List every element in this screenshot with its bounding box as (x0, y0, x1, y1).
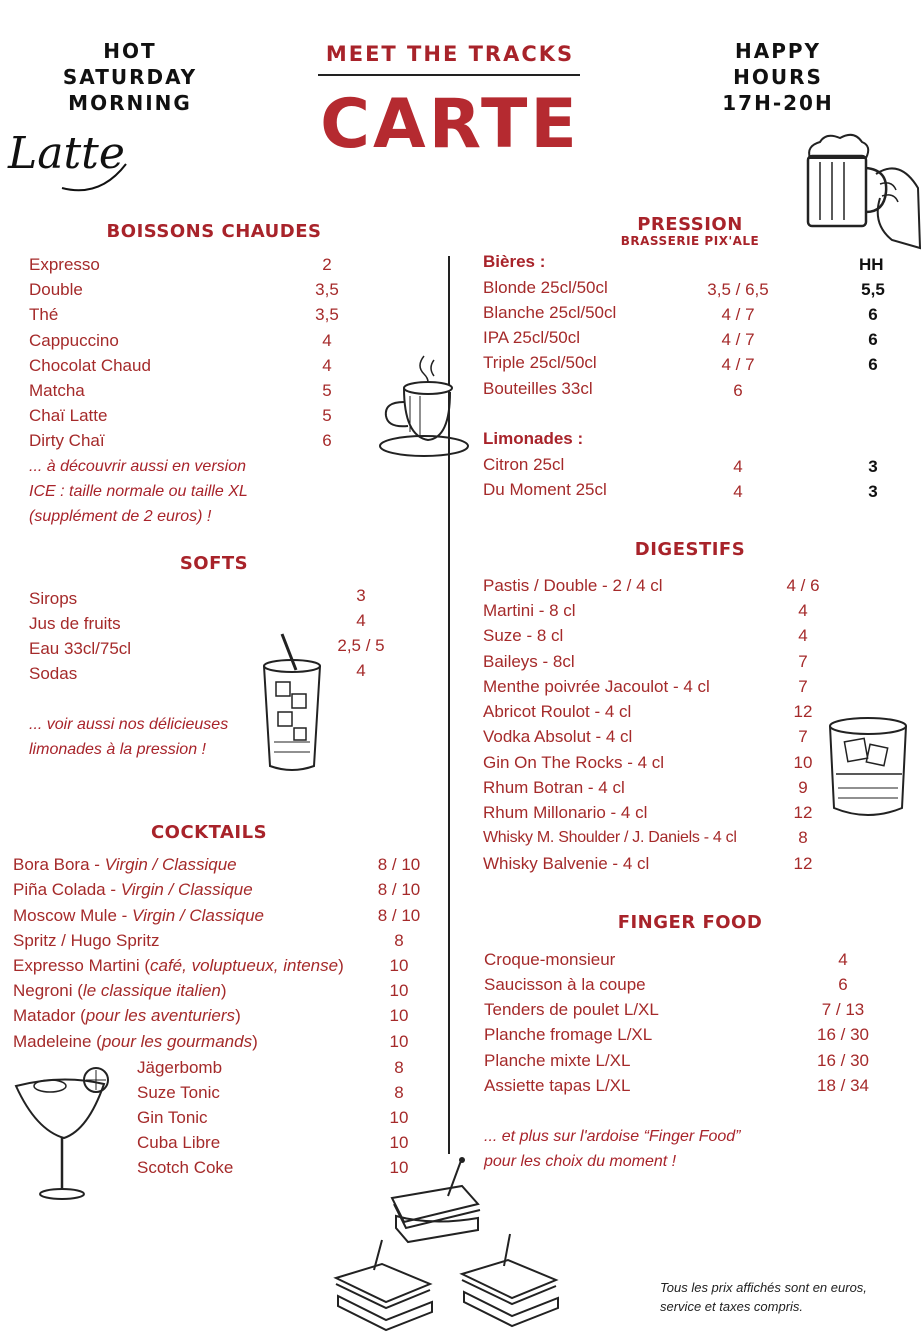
item-hh-price: 6 (868, 305, 878, 324)
item-price: 10 (389, 1158, 409, 1177)
item-price: 4 (322, 331, 332, 350)
item-name: Pastis / Double - 2 / 4 cl (483, 576, 663, 595)
menu-item (483, 775, 823, 800)
menu-item (137, 1080, 443, 1105)
item-price: 7 / 13 (821, 1000, 865, 1019)
item-detail: Virgin / Classique (132, 906, 265, 925)
item-price: 4 (838, 950, 848, 969)
item-hh-price: 6 (868, 330, 878, 349)
item-name: Gin Tonic (137, 1108, 208, 1127)
item-suffix: ) (220, 981, 227, 1000)
menu-item (137, 1055, 443, 1080)
menu-item (483, 300, 903, 325)
menu-item (13, 852, 443, 877)
footer-line: service et taxes compris. (660, 1299, 804, 1314)
menu-item (483, 825, 823, 850)
price-disclaimer (660, 1278, 867, 1316)
item-name: IPA 25cl/50cl (483, 328, 581, 347)
item-price: 4 (356, 611, 366, 630)
item-name: Expresso Martini ( (13, 956, 150, 975)
item-price: 5 (322, 381, 332, 400)
sandwiches-icon (332, 1156, 562, 1332)
menu-item (483, 598, 823, 623)
menu-item (483, 275, 903, 300)
item-name: Dirty Chaï (29, 431, 105, 450)
tagline-divider (318, 74, 580, 76)
item-price: 8 / 10 (377, 880, 421, 899)
item-suffix: ) (338, 956, 344, 975)
item-name: Eau 33cl/75cl (29, 639, 132, 658)
item-name: Spritz / Hugo Spritz (13, 931, 160, 950)
item-detail: pour les aventuriers (85, 1006, 236, 1025)
item-price: 10 (389, 1006, 409, 1025)
menu-item (484, 972, 904, 997)
item-hh-price: 3 (868, 482, 878, 501)
item-price: 16 / 30 (817, 1025, 869, 1044)
item-suffix: ) (252, 1032, 258, 1051)
item-price: 4 / 7 (721, 355, 755, 374)
item-name: Tenders de poulet L/XL (484, 1000, 659, 1019)
item-name: Suze Tonic (137, 1083, 220, 1102)
item-price: 2 (322, 255, 332, 274)
item-price: 8 / 10 (377, 855, 421, 874)
item-name: Matador ( (13, 1006, 86, 1025)
item-suffix: ) (235, 1006, 241, 1025)
item-name: Whisky Balvenie - 4 cl (483, 854, 650, 873)
item-detail: pour les gourmands (101, 1032, 253, 1051)
item-price: 4 (356, 661, 366, 680)
item-name: Sirops (29, 589, 78, 608)
item-name: Triple 25cl/50cl (483, 353, 597, 372)
menu-item (29, 378, 369, 403)
menu-item (484, 997, 904, 1022)
note-line: ... à découvrir aussi en version (29, 458, 246, 475)
item-name: Abricot Roulot - 4 cl (483, 702, 632, 721)
menu-item (483, 477, 903, 502)
note-line: ICE : taille normale ou taille XL (29, 483, 248, 500)
note-line: pour les choix du moment ! (484, 1153, 677, 1170)
note-line: (supplément de 2 euros) ! (29, 508, 212, 525)
item-detail: Virgin / Classique (120, 880, 253, 899)
menu-item (483, 376, 903, 401)
menu-item (483, 623, 823, 648)
coffee-cup-icon (380, 352, 450, 476)
item-detail: Virgin / Classique (104, 855, 237, 874)
item-name: Cuba Libre (137, 1133, 221, 1152)
item-name: Cappuccino (29, 331, 119, 350)
menu-item (484, 1048, 904, 1073)
item-price: 5 (322, 406, 332, 425)
item-name: Chocolat Chaud (29, 356, 151, 375)
item-name: Double (29, 280, 83, 299)
item-price: 4 / 7 (721, 330, 755, 349)
item-price: 6 (322, 431, 332, 450)
menu-item (29, 252, 369, 277)
item-price: 12 (793, 854, 813, 873)
item-price: 6 (733, 381, 743, 400)
item-price: 16 / 30 (817, 1051, 869, 1070)
item-price: 4 / 7 (721, 305, 755, 324)
item-price: 10 (793, 753, 813, 772)
item-price: 10 (389, 1133, 409, 1152)
item-price: 7 (798, 652, 808, 671)
item-price: 4 / 6 (786, 576, 820, 595)
item-price: 12 (793, 702, 813, 721)
item-price: 4 (798, 626, 808, 645)
menu-item (29, 353, 369, 378)
menu-item (13, 1003, 443, 1028)
item-price: 4 (733, 482, 743, 501)
softs-note (29, 712, 228, 762)
item-detail: café, voluptueux, intense (149, 956, 339, 975)
item-name: Chaï Latte (29, 406, 108, 425)
item-price: 8 (394, 1058, 404, 1077)
menu-item (483, 350, 903, 375)
item-name: Assiette tapas L/XL (484, 1076, 631, 1095)
latte-swash-icon (60, 150, 130, 200)
menu-item (483, 851, 823, 876)
item-name: Madeleine ( (13, 1032, 102, 1051)
section-subtitle-brasserie: BRASSERIE PIX'ALE (620, 234, 760, 248)
item-name: Suze - 8 cl (483, 626, 564, 645)
item-price: 12 (793, 803, 813, 822)
header-right-line: HOURS (733, 65, 823, 89)
item-price: 3,5 (315, 280, 339, 299)
menu-item (483, 800, 823, 825)
item-price: 4 (798, 601, 808, 620)
item-name: Du Moment 25cl (483, 480, 607, 499)
menu-item (13, 903, 443, 928)
soda-glass-icon (262, 632, 332, 776)
item-price: 7 (798, 727, 808, 746)
menu-item (483, 325, 903, 350)
item-price: 3,5 / 6,5 (707, 280, 769, 299)
item-hh-price: 6 (868, 355, 878, 374)
item-price: 18 / 34 (817, 1076, 869, 1095)
menu-item (484, 1022, 904, 1047)
item-name: Blanche 25cl/50cl (483, 303, 617, 322)
item-name: Vodka Absolut - 4 cl (483, 727, 633, 746)
footer-line: Tous les prix affichés sont en euros, (660, 1280, 867, 1295)
item-name: Moscow Mule - (13, 906, 133, 925)
section-title-cocktails: COCKTAILS (150, 822, 268, 843)
item-price: 10 (389, 1108, 409, 1127)
boissons-chaudes-note (29, 454, 248, 529)
item-name: Croque-monsieur (484, 950, 616, 969)
item-name: Blonde 25cl/50cl (483, 278, 608, 297)
happy-hours (688, 38, 868, 116)
item-price: 8 (394, 1083, 404, 1102)
menu-item (483, 699, 823, 724)
menu-item (483, 573, 823, 598)
menu-item (13, 928, 443, 953)
hh-label: HH (859, 255, 884, 274)
menu-item (29, 328, 369, 353)
item-name: Whisky M. Shoulder / J. Daniels - 4 cl (483, 829, 737, 846)
header-right-line: HAPPY (734, 39, 821, 63)
item-price: 8 (394, 931, 404, 950)
section-title-boissons-chaudes: BOISSONS CHAUDES (106, 221, 322, 242)
bieres-label: Bières : (483, 252, 546, 271)
header-left-line: HOT (103, 39, 157, 63)
item-name: Rhum Millonario - 4 cl (483, 803, 648, 822)
item-name: Matcha (29, 381, 85, 400)
menu-item (483, 649, 823, 674)
item-name: Negroni ( (13, 981, 83, 1000)
item-name: Bouteilles 33cl (483, 379, 593, 398)
item-name: Planche fromage L/XL (484, 1025, 653, 1044)
header-left-line: MORNING (68, 91, 192, 115)
section-title-pression: PRESSION (637, 214, 743, 235)
item-hh-price: 3 (868, 457, 878, 476)
note-line: limonades à la pression ! (29, 741, 206, 758)
menu-item (29, 277, 369, 302)
whisky-glass-icon (828, 716, 910, 822)
item-name: Baileys - 8cl (483, 652, 575, 671)
item-price: 10 (389, 956, 409, 975)
item-price: 6 (838, 975, 848, 994)
note-line: ... voir aussi nos délicieuses (29, 716, 229, 733)
section-title-finger-food: FINGER FOOD (617, 912, 763, 933)
item-price: 3 (356, 586, 366, 605)
item-name: Scotch Coke (137, 1158, 234, 1177)
page-title: CARTE (320, 85, 580, 164)
menu-item (137, 1105, 443, 1130)
item-name: Bora Bora - (13, 855, 105, 874)
menu-item (483, 452, 903, 477)
item-price: 8 (798, 828, 808, 847)
item-price: 9 (798, 778, 808, 797)
item-price: 2,5 / 5 (337, 636, 385, 655)
item-name: Planche mixte L/XL (484, 1051, 631, 1070)
menu-item (483, 674, 823, 699)
section-title-softs: SOFTS (179, 553, 249, 574)
item-price: 4 (322, 356, 332, 375)
item-price: 10 (389, 1032, 409, 1051)
item-price: 7 (798, 677, 808, 696)
item-name: Sodas (29, 664, 78, 683)
menu-item (483, 750, 823, 775)
item-name: Rhum Botran - 4 cl (483, 778, 625, 797)
menu-item (13, 953, 443, 978)
item-name: Expresso (29, 255, 100, 274)
item-name: Gin On The Rocks - 4 cl (483, 753, 665, 772)
item-name: Citron 25cl (483, 455, 565, 474)
header-left-line: SATURDAY (62, 65, 198, 89)
item-name: Jus de fruits (29, 614, 121, 633)
menu-item (13, 978, 443, 1003)
item-price: 4 (733, 457, 743, 476)
hot-saturday-morning (40, 38, 220, 116)
item-price: 8 / 10 (377, 906, 421, 925)
item-name: Menthe poivrée Jacoulot - 4 cl (483, 677, 710, 696)
limonades-label: Limonades : (483, 429, 584, 448)
menu-item (29, 661, 409, 686)
menu-item (483, 724, 823, 749)
menu-item (484, 1073, 904, 1098)
menu-item (137, 1130, 443, 1155)
item-hh-price: 5,5 (861, 280, 885, 299)
menu-item (29, 403, 369, 428)
latte-script-label: Latte (8, 128, 125, 179)
item-name: Piña Colada - (13, 880, 121, 899)
cocktail-glass-icon (14, 1064, 114, 1204)
item-detail: le classique italien (82, 981, 221, 1000)
header-right-line: 17H-20H (722, 91, 834, 115)
tagline: MEET THE TRACKS (325, 42, 575, 66)
item-price: 10 (389, 981, 409, 1000)
item-name: Martini - 8 cl (483, 601, 576, 620)
item-name: Thé (29, 305, 59, 324)
menu-item (13, 877, 443, 902)
menu-item (484, 947, 904, 972)
item-name: Saucisson à la coupe (484, 975, 646, 994)
note-line: ... et plus sur l'ardoise “Finger Food” (484, 1128, 741, 1145)
menu-item (13, 1029, 443, 1054)
item-name: Jägerbomb (137, 1058, 223, 1077)
menu-item (29, 428, 369, 453)
item-price: 3,5 (315, 305, 339, 324)
section-title-digestifs: DIGESTIFS (634, 539, 746, 560)
menu-item (29, 302, 369, 327)
